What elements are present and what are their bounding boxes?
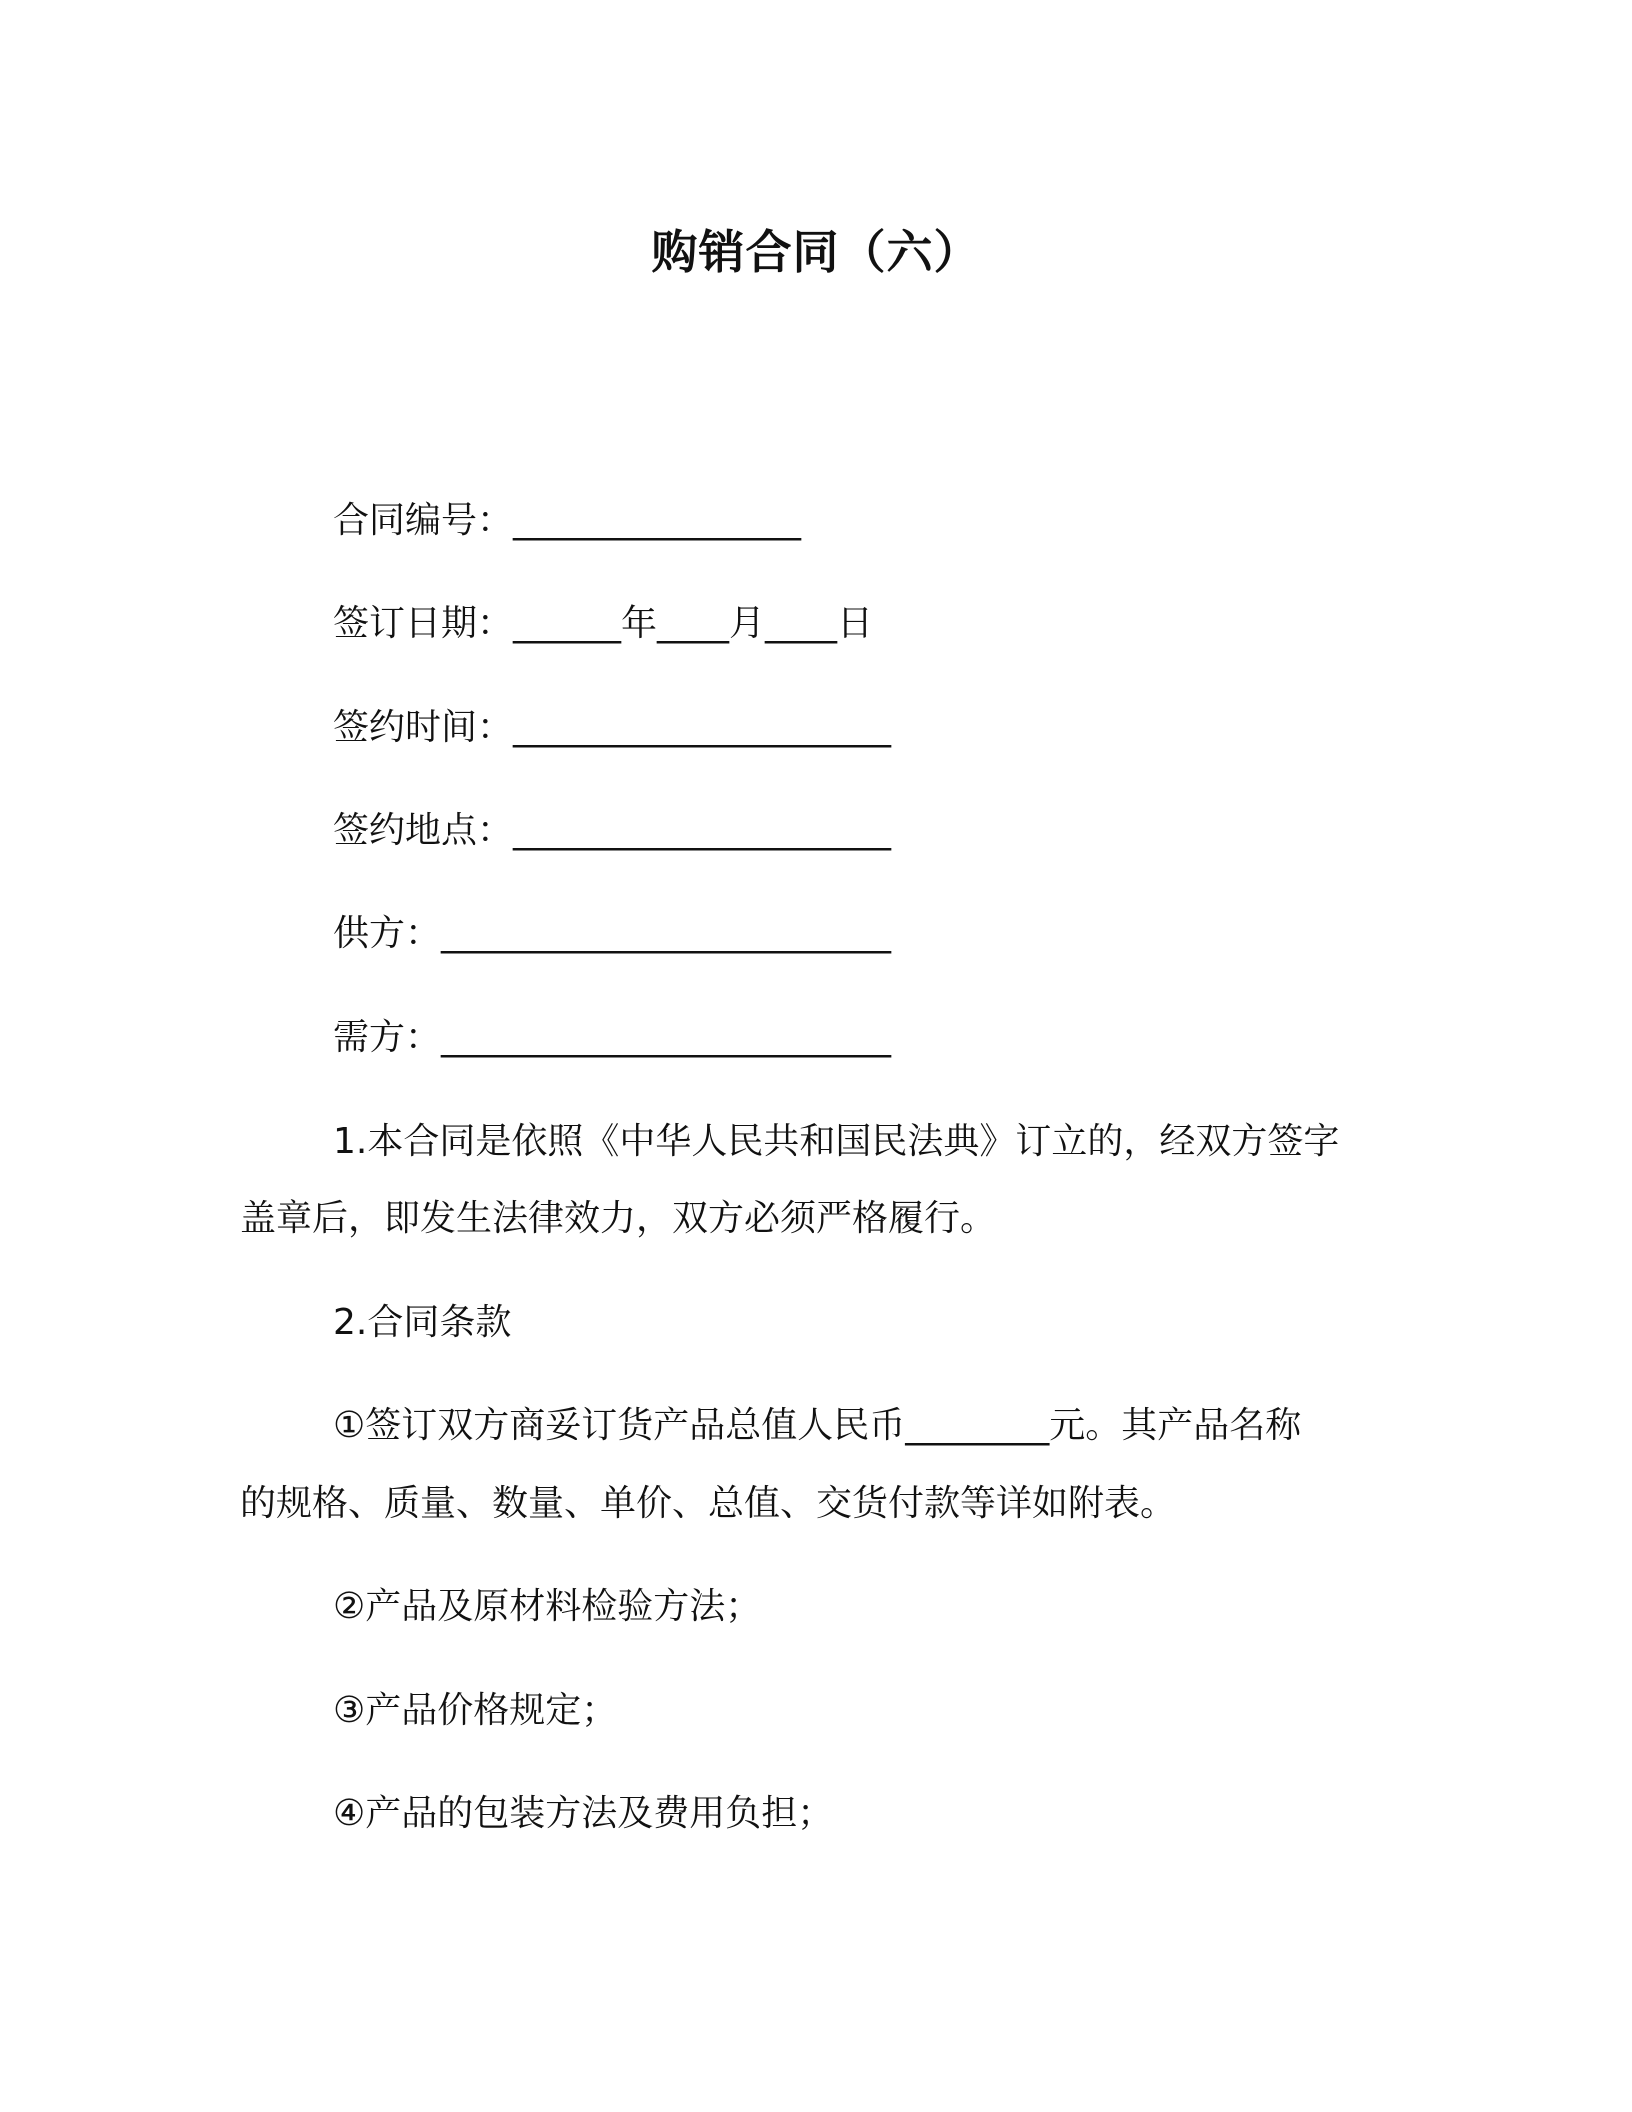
clause-1-line-1: 1.本合同是依照《中华人民共和国民法典》订立的，经双方签字 — [333, 1121, 1340, 1162]
clause-2-heading: 2.合同条款 — [333, 1302, 512, 1343]
field-contract-number: 合同编号：________________ — [333, 500, 802, 541]
document-title: 购销合同（六） — [651, 225, 981, 279]
field-sign-time: 签约时间：_____________________ — [333, 707, 892, 748]
clause-2-item-3: ③产品价格规定； — [333, 1690, 618, 1731]
field-sign-date: 签订日期：______年____月____日 — [333, 603, 874, 644]
clause-1-line-2: 盖章后，即发生法律效力，双方必须严格履行。 — [240, 1198, 997, 1239]
clause-2-item-1-line-1: ①签订双方商妥订货产品总值人民币________元。其产品名称 — [333, 1405, 1302, 1446]
field-buyer: 需方：_________________________ — [333, 1017, 892, 1058]
clause-2-item-4: ④产品的包装方法及费用负担； — [333, 1793, 834, 1834]
field-supplier: 供方：_________________________ — [333, 913, 892, 954]
clause-2-item-1-line-2: 的规格、质量、数量、单价、总值、交货付款等详如附表。 — [240, 1483, 1177, 1524]
field-sign-place: 签约地点：_____________________ — [333, 810, 892, 851]
clause-2-item-2: ②产品及原材料检验方法； — [333, 1586, 762, 1627]
